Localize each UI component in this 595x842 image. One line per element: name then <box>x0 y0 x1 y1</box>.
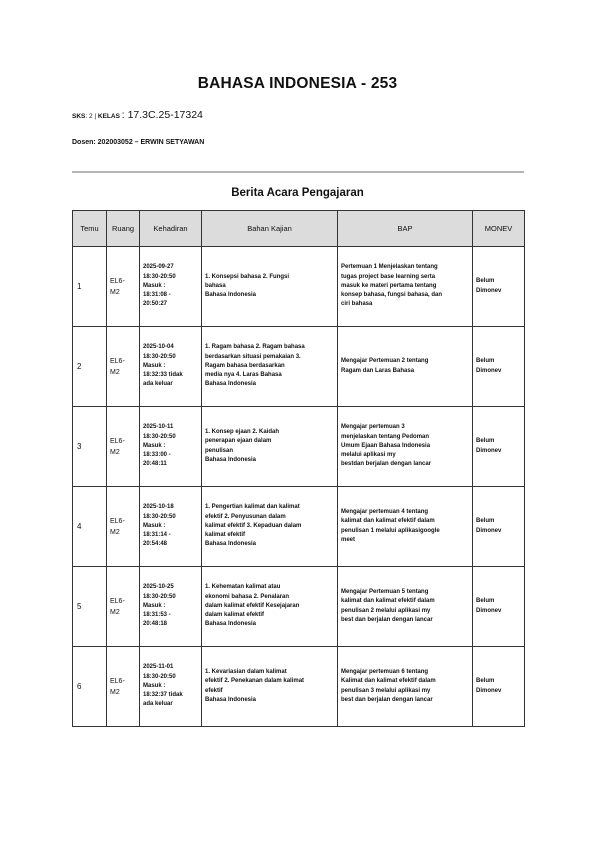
cell-ruang <box>107 647 140 727</box>
cell-monev <box>473 647 525 727</box>
cell-kehadiran <box>140 487 202 567</box>
teaching-log-table <box>72 210 525 727</box>
cell-bahan-kajian <box>202 327 338 407</box>
cell-bap-text: Mengajar pertemuan 6 tentang Kalimat dan kalimat efektif dalam penulisan 3 melalui aplikasi my best dan berjalan dengan lancar <box>341 669 436 703</box>
column-header-monev: MONEV <box>473 211 525 247</box>
sks-label: SKS <box>72 113 86 120</box>
table-row <box>73 247 525 327</box>
cell-temu: 6 <box>73 647 107 727</box>
section-title: Berita Acara Pengajaran <box>231 187 364 199</box>
table-row <box>73 647 525 727</box>
table-row <box>73 487 525 567</box>
cell-kehadiran-text: 2025-10-04 18:30-20:50 Masuk : 18:32:33 tidak ada keluar <box>143 344 183 388</box>
column-header-bahan-kajian: Bahan Kajian <box>202 211 338 247</box>
cell-bap <box>338 327 473 407</box>
cell-kehadiran <box>140 567 202 647</box>
cell-ruang-text: EL6- M2 <box>110 517 125 536</box>
table-row <box>73 327 525 407</box>
course-title: BAHASA INDONESIA - 253 <box>197 75 398 92</box>
cell-ruang <box>107 407 140 487</box>
cell-bap <box>338 647 473 727</box>
cell-bahan-text: 1. Ragam bahasa 2. Ragam bahasa berdasarkan situasi pemakaian 3. Ragam bahasa berdasarkan media nya 4. Laras Bahasa Bahasa Indonesia <box>205 344 305 388</box>
cell-ruang <box>107 327 140 407</box>
lecturer-line: Dosen: 202003052 – ERWIN SETYAWAN <box>72 139 205 146</box>
cell-temu: 1 <box>73 247 107 327</box>
kelas-label: KELAS <box>97 113 120 120</box>
cell-monev <box>473 487 525 567</box>
cell-bahan-text: 1. Konsep ejaan 2. Kaidah penerapan ejaan dalam penulisan Bahasa Indonesia <box>205 429 280 463</box>
course-meta <box>72 109 203 121</box>
cell-bahan-kajian <box>202 487 338 567</box>
cell-monev-text: Belum Dimonev <box>476 518 502 534</box>
cell-monev-text: Belum Dimonev <box>476 358 502 374</box>
column-header-bap: BAP <box>338 211 473 247</box>
cell-bahan-text: 1. Kehematan kalimat atau ekonomi bahasa 2. Penalaran dalam kalimat efektif Kesejajaran dalam kalimat efektif Bahasa Indonesia <box>205 584 300 628</box>
cell-bahan-kajian <box>202 647 338 727</box>
cell-monev <box>473 327 525 407</box>
cell-ruang <box>107 567 140 647</box>
cell-temu: 5 <box>73 567 107 647</box>
table-row <box>73 567 525 647</box>
cell-bap <box>338 487 473 567</box>
cell-kehadiran-text: 2025-10-11 18:30-20:50 Masuk : 18:33:00 - 20:48:11 <box>143 424 176 468</box>
cell-bahan-kajian <box>202 567 338 647</box>
cell-bap <box>338 567 473 647</box>
cell-bahan-kajian <box>202 407 338 487</box>
cell-temu: 4 <box>73 487 107 567</box>
cell-ruang-text: EL6- M2 <box>110 357 125 376</box>
cell-ruang-text: EL6- M2 <box>110 597 125 616</box>
cell-bap-text: Mengajar pertemuan 3 menjelaskan tentang Pedoman Umum Ejaan Bahasa Indonesia melalui aplikasi my bestdan berjalan dengan lancar <box>341 424 432 468</box>
cell-kehadiran <box>140 647 202 727</box>
cell-bahan-text: 1. Pengertian kalimat dan kalimat efektif 2. Penyusunan dalam kalimat efektif 3. Kepaduan dalam kalimat efektif Bahasa Indonesia <box>205 504 302 548</box>
cell-ruang-text: EL6- M2 <box>110 677 125 696</box>
cell-bahan-text: 1. Kevariasian dalam kalimat efektif 2. Penekanan dalam kalimat efektif Bahasa Indonesia <box>205 669 305 703</box>
cell-bap <box>338 247 473 327</box>
cell-kehadiran-text: 2025-09-27 18:30-20:50 Masuk : 18:31:08 - 20:50:27 <box>143 264 176 308</box>
cell-ruang <box>107 487 140 567</box>
cell-kehadiran-text: 2025-10-18 18:30-20:50 Masuk : 18:31:14 - 20:54:48 <box>143 504 176 548</box>
cell-monev <box>473 567 525 647</box>
sks-value: : 2 | <box>85 113 98 120</box>
cell-bap-text: Mengajar pertemuan 4 tentang kalimat dan kalimat efektif dalam penulisan 1 melalui aplikasigoogle meet <box>341 509 440 543</box>
cell-kehadiran-text: 2025-11-01 18:30-20:50 Masuk : 18:32:37 tidak ada keluar <box>143 664 183 708</box>
table-row <box>73 407 525 487</box>
cell-kehadiran <box>140 327 202 407</box>
cell-ruang-text: EL6- M2 <box>110 277 125 296</box>
cell-bahan-kajian <box>202 247 338 327</box>
cell-kehadiran <box>140 407 202 487</box>
cell-kehadiran <box>140 247 202 327</box>
cell-monev-text: Belum Dimonev <box>476 678 502 694</box>
column-header-kehadiran: Kehadiran <box>140 211 202 247</box>
cell-monev-text: Belum Dimonev <box>476 438 502 454</box>
cell-bap <box>338 407 473 487</box>
cell-monev-text: Belum Dimonev <box>476 598 502 614</box>
cell-temu: 3 <box>73 407 107 487</box>
cell-monev <box>473 247 525 327</box>
cell-bap-text: Pertemuan 1 Menjelaskan tentang tugas project base learning serta masuk ke materi pertama tentang konsep bahasa, fungsi bahasa, dan ciri bahasa <box>341 264 443 308</box>
cell-temu: 2 <box>73 327 107 407</box>
cell-ruang <box>107 247 140 327</box>
divider <box>72 171 524 173</box>
cell-bap-text: Mengajar Pertemuan 2 tentang Ragam dan Laras Bahasa <box>341 358 429 374</box>
cell-bahan-text: 1. Konsepsi bahasa 2. Fungsi bahasa Bahasa Indonesia <box>205 273 290 299</box>
column-header-ruang: Ruang <box>107 211 140 247</box>
table-header-row <box>73 211 525 247</box>
cell-kehadiran-text: 2025-10-25 18:30-20:50 Masuk : 18:31:53 - 20:48:18 <box>143 584 176 628</box>
cell-ruang-text: EL6- M2 <box>110 437 125 456</box>
column-header-temu: Temu <box>73 211 107 247</box>
cell-monev-text: Belum Dimonev <box>476 278 502 294</box>
cell-monev <box>473 407 525 487</box>
kelas-value: : 17.3C.25-17324 <box>121 109 203 121</box>
cell-bap-text: Mengajar Pertemuan 5 tentang kalimat dan kalimat efektif dalam penulisan 2 melalui aplikasi my best dan berjalan dengan lancar <box>341 589 435 623</box>
